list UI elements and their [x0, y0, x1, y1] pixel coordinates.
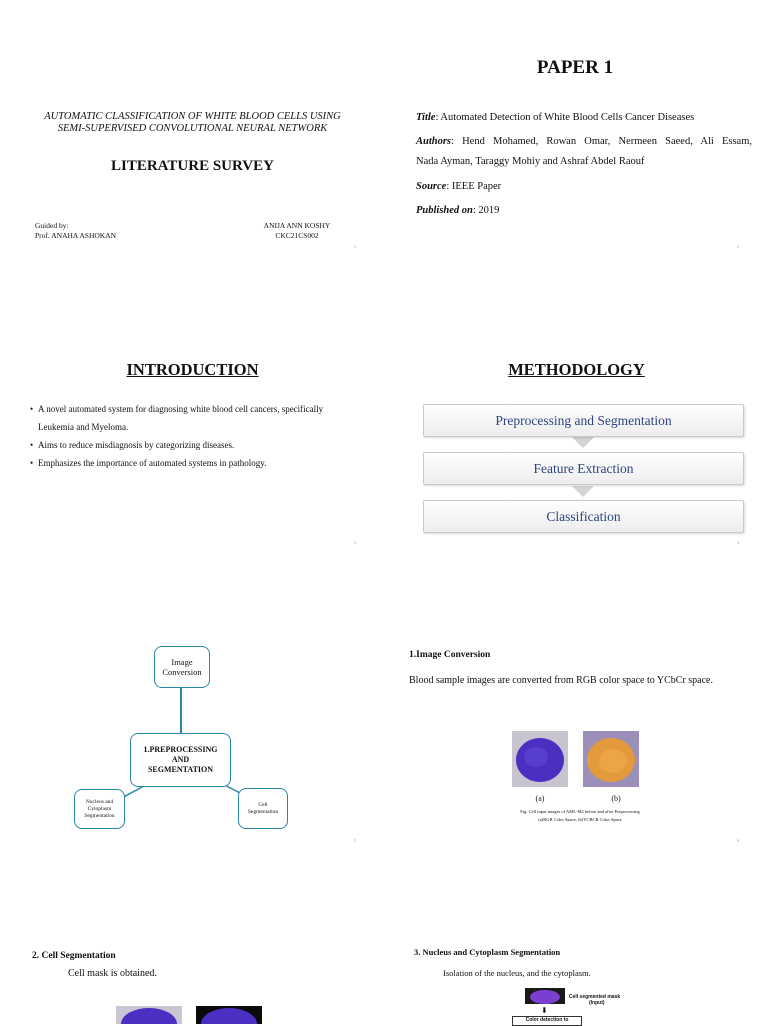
title-value: : Automated Detection of White Blood Cells Cancer Diseases	[435, 112, 695, 123]
intro-bullet-2: • Aims to reduce misdiagnosis by categorizing diseases.	[30, 436, 360, 454]
label-a: (a)	[535, 794, 545, 803]
node-preprocessing-segmentation: 1.PREPROCESSING AND SEGMENTATION	[130, 733, 231, 787]
label-b: (b)	[611, 794, 621, 803]
segmented-mask-thumbnail	[525, 988, 565, 1004]
source-label: Source	[416, 181, 447, 192]
slide1-title-line2: SEMI-SUPERVISED CONVOLUTIONAL NEURAL NETWORK	[57, 123, 328, 134]
slide4-page-number: 4	[737, 540, 739, 545]
flow-label-input	[569, 994, 620, 1006]
authors-row-2: Nada Ayman, Taraggy Mohiy and Ashraf Abdel Raouf	[416, 156, 645, 167]
flow-label-1b: (Input)	[589, 1000, 605, 1006]
slide6-page-number: 6	[737, 838, 739, 843]
title-label: Title	[416, 112, 436, 123]
figure-caption-line1: Fig: Cell input images of AML-M2 before and after Preprocessing	[520, 809, 640, 814]
method-step-preprocessing: Preprocessing and Segmentation	[423, 404, 744, 437]
slide2-heading: PAPER 1	[536, 57, 614, 78]
flow-box-color-detection: Color detection to	[512, 1016, 582, 1026]
node-cell-segmentation: Cell Segmentation	[238, 788, 288, 829]
slide2-page-number: 2	[737, 244, 739, 249]
flow-label-1: Cell segmented mask	[569, 994, 621, 1000]
intro-bullet-3: • Emphasizes the importance of automated systems in pathology.	[30, 454, 360, 472]
method-step-classification: Classification	[423, 500, 744, 533]
authors-label: Authors	[416, 136, 452, 147]
slide1-subtitle: LITERATURE SURVEY	[111, 158, 274, 174]
slide3-heading: INTRODUCTION	[126, 360, 259, 379]
slide1-title-line1: AUTOMATIC CLASSIFICATION OF WHITE BLOOD CELLS USING	[44, 111, 341, 122]
student-id: CKC21CS002	[275, 231, 319, 240]
flow-down-arrow-icon: ⬇	[541, 1006, 548, 1015]
guided-by-label: Guided by:	[35, 221, 69, 230]
cell-mask-output-image	[196, 1006, 262, 1024]
intro-bullet-1-line2: Leukemia and Myeloma.	[38, 422, 129, 432]
student-name: ANIJA ANN KOSHY	[263, 221, 331, 230]
guide-name: Prof. ANAHA ASHOKAN	[35, 231, 117, 240]
published-value: : 2019	[472, 205, 500, 216]
figure-caption-line2: (a)RGB Color Space, (b)YCBCR Color Space	[538, 817, 622, 822]
slide3-page-number: 3	[354, 540, 356, 545]
cell-mask-input-image	[116, 1006, 182, 1024]
intro-bullet-1-line1: • A novel automated system for diagnosing white blood cell cancers, specifically	[38, 404, 324, 414]
figure-caption	[480, 808, 680, 824]
slide4-heading: METHODOLOGY	[508, 360, 645, 379]
slide8-heading: 3. Nucleus and Cytoplasm Segmentation	[414, 947, 561, 957]
slide8-text: Isolation of the nucleus, and the cytoplasm.	[443, 968, 591, 978]
published-label: Published on	[416, 205, 473, 216]
node-nucleus-cytoplasm: Nucleus and Cytoplasm Segmentation	[74, 789, 125, 829]
slide1-page-number: 1	[354, 244, 356, 249]
source-value: : IEEE Paper	[446, 181, 502, 192]
slide5-page-number: 5	[354, 838, 356, 843]
slide6-text: Blood sample images are converted from RGB color space to YCbCr space.	[409, 675, 713, 686]
node-image-conversion: Image Conversion	[154, 646, 210, 688]
authors-line1: : Hend Mohamed, Rowan Omar, Nermeen Saeed, Ali Essam,	[451, 136, 752, 147]
rgb-cell-image	[512, 731, 568, 787]
method-step-feature-extraction: Feature Extraction	[423, 452, 744, 485]
slide6-heading: 1.Image Conversion	[409, 650, 491, 660]
slide7-heading: 2. Cell Segmentation	[32, 951, 116, 961]
slide7-text: Cell mask is obtained.	[68, 968, 157, 979]
ycbcr-cell-image	[583, 731, 639, 787]
